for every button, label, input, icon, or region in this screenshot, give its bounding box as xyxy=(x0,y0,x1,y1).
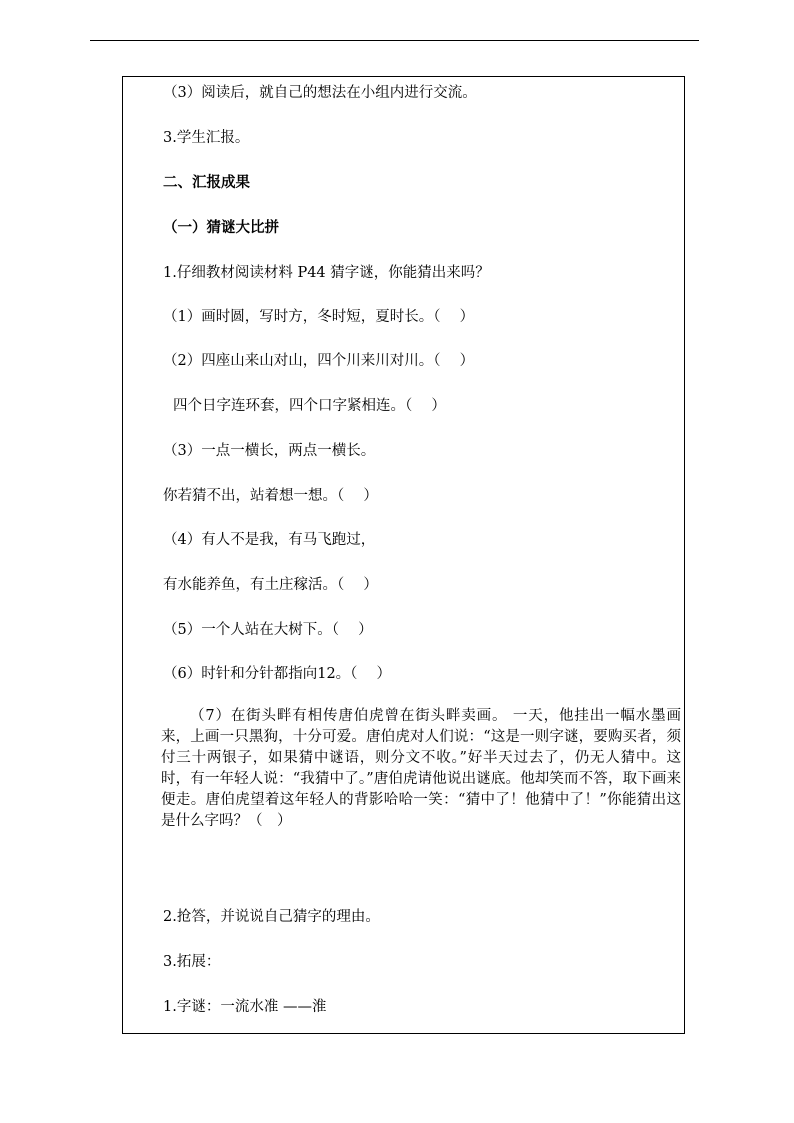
riddle-3-continued: 你若猜不出，站着想一想。（ ） xyxy=(163,488,378,504)
riddle-2: （2）四座山来山对山，四个川来川对川。（ ） xyxy=(163,353,475,369)
step-3-reading-discussion: （3）阅读后，就自己的想法在小组内进行交流。 xyxy=(163,85,477,101)
extension-step: 3.拓展： xyxy=(163,954,221,970)
riddle-1: （1）画时圆，写时方，冬时短，夏时长。（ ） xyxy=(163,309,475,325)
extension-riddle-1: 1.字谜：一流水准 ——淮 xyxy=(163,999,327,1015)
step-student-report: 3.学生汇报。 xyxy=(163,130,250,146)
riddle-7-story: （7）在街头畔有相传唐伯虎曾在街头畔卖画。 一天，他挂出一幅水墨画来，上画一只黑狗，十分可爱。唐伯虎对人们说：“这是一则字谜，要购买者，须付三十两银子，如果猜中谜语，则分文不收。”好半天过去了，仍无人猜中。这时，有一年轻人说：“我猜中了。”唐伯虎请他说出谜底。他却笑而不答，取下画来便走。唐伯虎望着这年轻人的背影哈哈一笑：“猜中了！他猜中了！”你能猜出这是什么字吗？（ ） xyxy=(161,708,681,829)
header-rule xyxy=(90,40,699,41)
riddle-2-continued: 四个日字连环套，四个口字紧相连。（ ） xyxy=(173,398,446,414)
subsection-heading-riddle-contest: （一）猜谜大比拼 xyxy=(163,219,279,236)
riddle-5: （5）一个人站在大树下。（ ） xyxy=(163,622,373,638)
content-frame xyxy=(122,76,685,1034)
section-heading-report-results: 二、汇报成果 xyxy=(163,174,250,191)
quick-answer-step: 2.抢答，并说说自己猜字的理由。 xyxy=(163,909,380,925)
riddle-3: （3）一点一横长，两点一横长。 xyxy=(163,443,376,459)
riddle-4-continued: 有水能养鱼，有土庄稼活。（ ） xyxy=(163,577,378,593)
riddle-4: （4）有人不是我，有马飞跑过， xyxy=(163,532,376,548)
riddle-instruction: 1.仔细教材阅读材料 P44 猜字谜，你能猜出来吗？ xyxy=(163,265,490,281)
riddle-6: （6）时针和分针都指向12。（ ） xyxy=(163,666,392,682)
